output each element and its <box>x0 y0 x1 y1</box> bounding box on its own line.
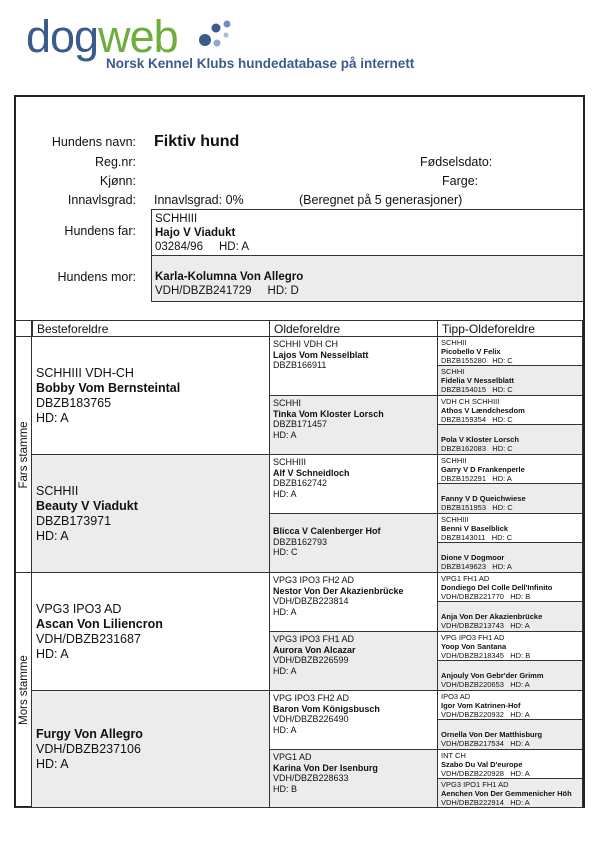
gggp-reg: VDH/DBZB217534 <box>441 739 504 748</box>
gggp-name[interactable]: Picobello V Felix <box>441 347 501 356</box>
ggp-name[interactable]: Karina Von Der Isenburg <box>273 762 378 773</box>
great-great-grandparent-cell[interactable] <box>438 366 583 396</box>
gggp-hd: HD: A <box>510 739 530 748</box>
mother-reg: VDH/DBZB241729 <box>155 285 252 297</box>
gggp-hd: HD: C <box>491 533 513 542</box>
ggp-reg: VDH/DBZB226599 <box>273 655 349 665</box>
gggp-title: VPG IPO3 FH1 AD <box>441 633 505 642</box>
gp-hd: HD: A <box>36 646 69 661</box>
gggp-title: SCHHII <box>441 338 467 347</box>
father-reg: 03284/96 <box>155 241 203 253</box>
ggp-title: VPG3 IPO3 FH1 AD <box>273 634 355 644</box>
ggp-name[interactable]: Aurora Von Alcazar <box>273 644 356 655</box>
great-grandparent-cell[interactable] <box>270 632 438 691</box>
gggp-hd: HD: A <box>510 769 530 778</box>
ggp-name[interactable]: Baron Vom Königsbusch <box>273 703 380 714</box>
gggp-hd: HD: A <box>492 474 512 483</box>
logo-wordmark <box>26 11 178 62</box>
gp-name[interactable]: Beauty V Viadukt <box>36 498 138 513</box>
great-great-grandparent-cell[interactable] <box>438 514 583 543</box>
father-box[interactable] <box>151 209 584 256</box>
great-grandparent-cell[interactable] <box>270 396 438 455</box>
gggp-name[interactable]: Aenchen Von Der Gemmenicher Höh <box>441 789 572 798</box>
gggp-name[interactable]: Dione V Dogmoor <box>441 553 505 562</box>
gggp-title: VPG1 FH1 AD <box>441 574 490 583</box>
great-great-grandparent-cell[interactable] <box>438 543 583 573</box>
gggp-hd: HD: C <box>492 415 513 424</box>
ggp-hd: HD: A <box>273 488 297 499</box>
gggp-reg: VDH/DBZB220932 <box>441 710 504 719</box>
birthdate-label: Fødselsdato: <box>420 155 493 169</box>
inbreeding-label: Innavlsgrad: <box>67 193 136 207</box>
gggp-title: VPG3 IPO1 FH1 AD <box>441 780 509 789</box>
fars-stamme-strip <box>16 337 32 573</box>
gggp-reg: VDH/DBZB220928 <box>441 769 504 778</box>
gp-name[interactable]: Ascan Von Liliencron <box>36 616 163 631</box>
pedigree-document <box>14 95 585 808</box>
ggp-title: SCHHIII <box>273 457 307 467</box>
paw-dots-icon <box>198 18 258 58</box>
ggp-title: VPG1 AD <box>273 752 312 762</box>
ggp-hd: HD: A <box>273 429 297 440</box>
gggp-name[interactable]: Garry V D Frankenperle <box>441 465 525 474</box>
great-great-grandparent-cell[interactable] <box>438 337 583 366</box>
ggp-hd: HD: C <box>273 547 298 557</box>
col-header-grandparents: Besteforeldre <box>32 320 270 337</box>
gggp-reg: VDH/DBZB221770 <box>441 592 504 601</box>
great-great-grandparent-cell[interactable] <box>438 691 583 720</box>
name-label: Hundens navn: <box>51 135 136 149</box>
gggp-name[interactable]: Yoop Von Santana <box>441 642 507 651</box>
gggp-name[interactable]: Dondiego Del Colle Dell'Infinito <box>441 583 553 592</box>
gggp-reg: VDH/DBZB218345 <box>441 651 504 660</box>
great-grandparent-cell[interactable] <box>270 455 438 514</box>
grandparent-cell[interactable] <box>32 337 270 455</box>
gggp-reg: DBZB162083 <box>441 444 487 453</box>
ggp-name[interactable]: Lajos Vom Nesselblatt <box>273 349 369 360</box>
mors-stamme-strip <box>16 573 32 808</box>
great-grandparent-cell[interactable] <box>270 337 438 396</box>
col-header-greatgreat: Tipp-Oldeforeldre <box>438 320 583 337</box>
inbreeding-value: Innavlsgrad: 0% <box>154 193 244 207</box>
gggp-reg: DBZB149623 <box>441 562 487 571</box>
great-great-grandparent-cell[interactable] <box>438 779 583 808</box>
fars-stamme-label: Fars stamme <box>17 420 30 489</box>
great-great-grandparent-cell[interactable] <box>438 720 583 750</box>
gggp-name[interactable]: Athos V Lændchesdom <box>441 406 525 415</box>
logo-web: web <box>98 11 178 62</box>
ggp-reg: DBZB162742 <box>273 478 328 488</box>
gggp-hd: HD: C <box>492 385 513 394</box>
gggp-name[interactable]: Anja Von Der Akazienbrücke <box>441 612 543 621</box>
gggp-hd: HD: A <box>510 680 530 689</box>
gp-title: VPG3 IPO3 AD <box>36 601 122 616</box>
ggp-name[interactable]: Blicca V Calenberger Hof <box>273 526 381 536</box>
gp-name[interactable]: Furgy Von Allegro <box>36 726 143 741</box>
gggp-hd: HD: A <box>510 621 530 630</box>
gggp-title: IPO3 AD <box>441 692 471 701</box>
gggp-title: VDH CH SCHHIII <box>441 397 500 406</box>
grandparent-cell[interactable] <box>32 691 270 808</box>
ggp-name[interactable]: Alf V Schneidloch <box>273 467 350 478</box>
grandparent-cell[interactable] <box>32 455 270 573</box>
gp-hd: HD: A <box>36 410 69 425</box>
gp-reg: DBZB173971 <box>36 513 112 528</box>
gggp-title: SCHHII <box>441 456 467 465</box>
gggp-hd: HD: A <box>510 798 530 807</box>
ggp-reg: VDH/DBZB226490 <box>273 714 349 724</box>
gggp-hd: HD: C <box>492 503 513 512</box>
gggp-reg: VDH/DBZB222914 <box>441 798 504 807</box>
col-header-great: Oldeforeldre <box>270 320 438 337</box>
mother-name[interactable]: Karla-Kolumna Von Allegro <box>155 271 304 283</box>
ggp-reg: VDH/DBZB228633 <box>273 773 349 783</box>
great-great-grandparent-cell[interactable] <box>438 602 583 632</box>
father-name[interactable]: Hajo V Viadukt <box>155 227 236 239</box>
ggp-title: SCHHI VDH CH <box>273 339 339 349</box>
gggp-name[interactable]: Fanny V D Queichwiese <box>441 494 526 503</box>
great-great-grandparent-cell[interactable] <box>438 750 583 779</box>
gggp-title: INT CH <box>441 751 466 760</box>
gggp-reg: DBZB152291 <box>441 474 487 483</box>
logo-subtitle: Norsk Kennel Klubs hundedatabase på internett <box>106 56 415 71</box>
great-grandparent-cell[interactable] <box>270 514 438 573</box>
gggp-hd: HD: C <box>492 356 513 365</box>
gggp-hd: HD: B <box>510 651 531 660</box>
gggp-hd: HD: A <box>492 562 512 571</box>
gggp-title: SCHHIII <box>441 515 469 524</box>
great-great-grandparent-cell[interactable] <box>438 396 583 425</box>
great-great-grandparent-cell[interactable] <box>438 455 583 484</box>
mother-label: Hundens mor: <box>57 270 136 284</box>
gggp-reg: DBZB155280 <box>441 356 487 365</box>
gggp-name[interactable]: Benni V Baselblick <box>441 524 509 533</box>
great-grandparent-cell[interactable] <box>270 750 438 808</box>
ggp-hd: HD: B <box>273 783 298 794</box>
color-label: Farge: <box>442 174 479 188</box>
ggp-reg: DBZB171457 <box>273 419 328 429</box>
ggp-hd: HD: A <box>273 606 297 617</box>
father-hd: HD: A <box>218 241 249 253</box>
great-great-grandparent-cell[interactable] <box>438 573 583 602</box>
gggp-name[interactable]: Fidelia V Nesselblatt <box>441 376 514 385</box>
regnr-label: Reg.nr: <box>95 155 136 169</box>
gggp-reg: DBZB159354 <box>441 415 487 424</box>
gggp-hd: HD: C <box>492 444 513 453</box>
great-great-grandparent-cell[interactable] <box>438 661 583 691</box>
gggp-title: SCHHI <box>441 367 465 376</box>
gp-reg: DBZB183765 <box>36 395 112 410</box>
ggp-title: VPG IPO3 FH2 AD <box>273 693 350 703</box>
great-grandparent-cell[interactable] <box>270 691 438 750</box>
gggp-name[interactable]: Ornella Von Der Matthisburg <box>441 730 543 739</box>
pedigree-table <box>16 320 583 808</box>
dogweb-logo[interactable] <box>26 11 446 74</box>
ggp-name[interactable]: Tinka Vom Kloster Lorsch <box>273 408 384 419</box>
great-great-grandparent-cell[interactable] <box>438 425 583 455</box>
ggp-title: VPG3 IPO3 FH2 AD <box>273 575 355 585</box>
gggp-reg: DBZB154015 <box>441 385 487 394</box>
gp-name[interactable]: Bobby Vom Bernsteintal <box>36 380 181 395</box>
gggp-hd: HD: A <box>510 710 530 719</box>
ggp-name[interactable]: Nestor Von Der Akazienbrücke <box>273 585 404 596</box>
grandparent-cell[interactable] <box>32 573 270 691</box>
inbreeding-note: (Beregnet på 5 generasjoner) <box>299 193 463 207</box>
ggp-title: SCHHI <box>273 398 302 408</box>
gggp-name[interactable]: Szabo Du Val D'europe <box>441 760 523 769</box>
logo-dog: dog <box>26 11 99 62</box>
great-great-grandparent-cell[interactable] <box>438 632 583 661</box>
mother-hd: HD: D <box>267 285 299 297</box>
gp-reg: VDH/DBZB237106 <box>36 741 141 756</box>
sex-label: Kjønn: <box>99 174 136 188</box>
gp-title: SCHHII <box>36 483 79 498</box>
mother-box[interactable] <box>151 255 584 302</box>
dog-name: Fiktiv hund <box>154 133 240 150</box>
gp-reg: VDH/DBZB231687 <box>36 631 141 646</box>
gp-hd: HD: A <box>36 756 69 771</box>
gp-title: SCHHIII VDH-CH <box>36 365 134 380</box>
father-label: Hundens far: <box>64 224 136 238</box>
great-great-grandparent-cell[interactable] <box>438 484 583 514</box>
father-title: SCHHIII <box>155 213 198 225</box>
gggp-name[interactable]: Igor Vom Katrinen-Hof <box>441 701 521 710</box>
ggp-hd: HD: A <box>273 665 297 676</box>
gggp-reg: DBZB151953 <box>441 503 487 512</box>
ggp-reg: DBZB166911 <box>273 360 327 370</box>
ggp-reg: DBZB162793 <box>273 536 328 547</box>
great-grandparent-cell[interactable] <box>270 573 438 632</box>
gggp-reg: VDH/DBZB213743 <box>441 621 504 630</box>
ggp-hd: HD: A <box>273 724 297 735</box>
gggp-reg: VDH/DBZB220653 <box>441 680 504 689</box>
header-corner <box>16 320 32 337</box>
gggp-name[interactable]: Anjouly Von Gebr'der Grimm <box>441 671 544 680</box>
gp-hd: HD: A <box>36 528 69 543</box>
gggp-reg: DBZB143011 <box>441 533 486 542</box>
mors-stamme-label: Mors stamme <box>17 655 30 725</box>
gggp-hd: HD: B <box>510 592 531 601</box>
gggp-name[interactable]: Pola V Kloster Lorsch <box>441 435 519 444</box>
ggp-reg: VDH/DBZB223814 <box>273 596 349 606</box>
